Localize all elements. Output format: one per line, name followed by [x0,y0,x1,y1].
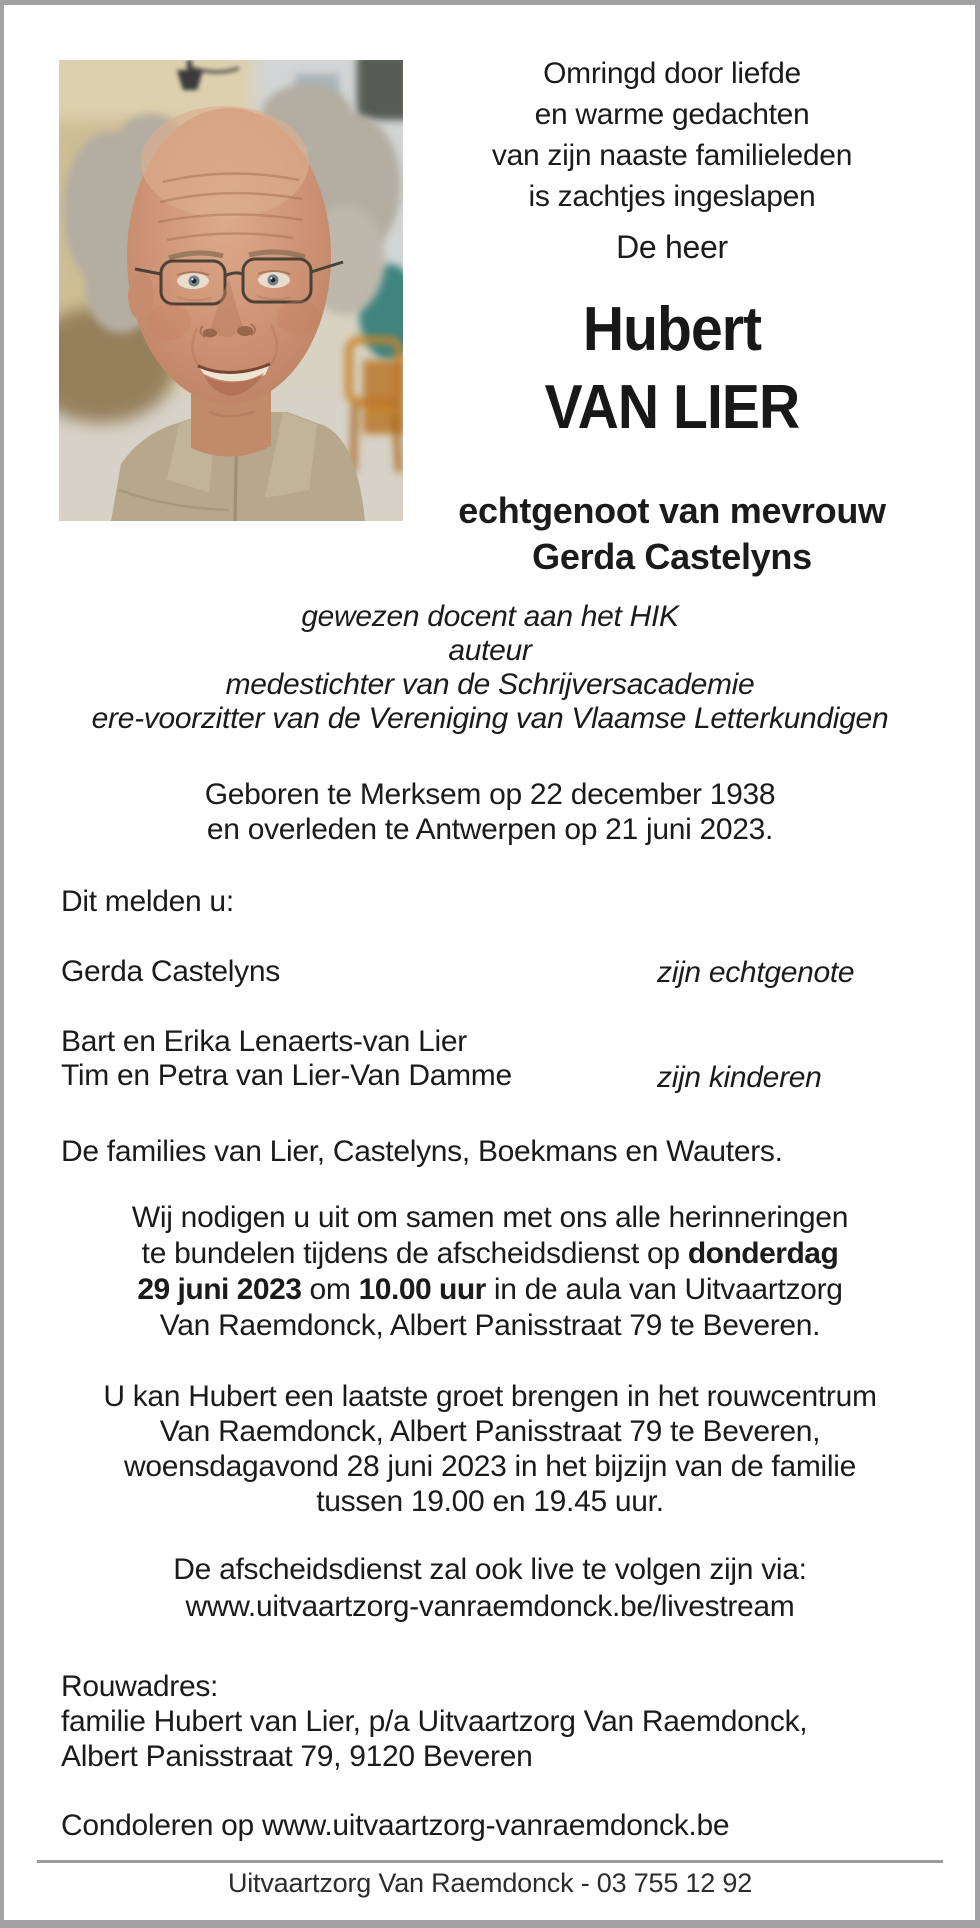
viewing-line: Van Raemdonck, Albert Panisstraat 79 te Beveren, [159,1415,821,1448]
intro-line: en warme gedachten [534,98,810,131]
invite-line [20,1236,960,1272]
page-border-left [0,0,4,1928]
birth-line: Geboren te Merksem op 22 december 1938 [204,778,776,811]
relative-name: Tim en Petra van Lier-Van Damme [61,1059,512,1092]
footer-divider [37,1860,943,1863]
viewing-line: tussen 19.00 en 19.45 uur. [316,1485,664,1518]
invite-text: te bundelen tijdens de afscheidsdienst op [141,1237,688,1270]
mourning-address-line: Albert Panisstraat 79, 9120 Beveren [61,1740,533,1773]
spouse-line [404,488,940,580]
invite-text: in de aula van Uitvaartzorg [485,1273,843,1306]
viewing-line: U kan Hubert een laatste groet brengen in het rouwcentrum [103,1380,877,1413]
death-line: en overleden te Antwerpen op 21 juni 2023. [206,813,774,846]
families-line: De families van Lier, Castelyns, Boekmans en Wauters. [61,1135,783,1168]
invite-line: Van Raemdonck, Albert Panisstraat 79 te Beveren. [159,1309,821,1342]
page-border-top [0,0,980,5]
birth-death-dates [20,777,960,847]
relative-relation-spouse: zijn echtgenote [657,956,855,989]
relative-name: Bart en Erika Lenaerts-van Lier [61,1025,467,1058]
spouse-intro: echtgenoot van mevrouw [458,490,886,531]
invite-line: Wij nodigen u uit om samen met ons alle herinneringen [131,1201,849,1234]
viewing-line: woensdagavond 28 juni 2023 in het bijzijn van de familie [123,1450,857,1483]
relative-name-spouse: Gerda Castelyns [61,955,280,988]
viewing-info [20,1379,960,1519]
relative-relation-children: zijn kinderen [657,1061,822,1094]
deceased-name [425,291,918,447]
intro-line: van zijn naaste familieleden [491,139,853,172]
salutation: De heer [616,229,728,265]
mourning-address [61,1669,807,1774]
portrait-photo [59,60,403,521]
title-line: auteur [448,634,532,667]
mourning-address-line: familie Hubert van Lier, p/a Uitvaartzorg Van Raemdonck, [61,1705,808,1738]
livestream-info [20,1551,960,1625]
deceased-first-name: Hubert [582,295,762,364]
service-invitation [20,1200,960,1344]
intro-verse [404,53,940,217]
intro-line: Omringd door liefde [543,57,801,90]
title-line: medestichter van de Schrijversacademie [225,668,755,701]
service-day: donderdag [687,1237,839,1270]
announcement-label: Dit melden u: [61,885,234,918]
footer-funeral-home: Uitvaartzorg Van Raemdonck - 03 755 12 92 [227,1868,753,1898]
deceased-last-name: VAN LIER [544,373,800,442]
life-titles [20,600,960,736]
intro-line: is zachtjes ingeslapen [528,180,816,213]
service-time: 10.00 uur [358,1273,486,1306]
title-line: gewezen docent aan het HIK [301,600,679,633]
page-border-bottom [0,1920,980,1928]
title-line: ere-voorzitter van de Vereniging van Vlaamse Letterkundigen [91,702,889,735]
invite-text: om [301,1273,359,1306]
page-border-right [975,0,980,1928]
portrait-illustration [59,60,403,521]
livestream-intro: De afscheidsdienst zal ook live te volgen zijn via: [173,1553,807,1586]
invite-line [20,1272,960,1308]
condolence-line: Condoleren op www.uitvaartzorg-vanraemdonck.be [61,1809,730,1842]
service-date: 29 juni 2023 [137,1273,302,1306]
spouse-name: Gerda Castelyns [532,536,812,577]
relative-names-children [61,1025,512,1093]
livestream-url: www.uitvaartzorg-vanraemdonck.be/livestream [185,1590,795,1623]
mourning-address-label: Rouwadres: [61,1670,219,1703]
